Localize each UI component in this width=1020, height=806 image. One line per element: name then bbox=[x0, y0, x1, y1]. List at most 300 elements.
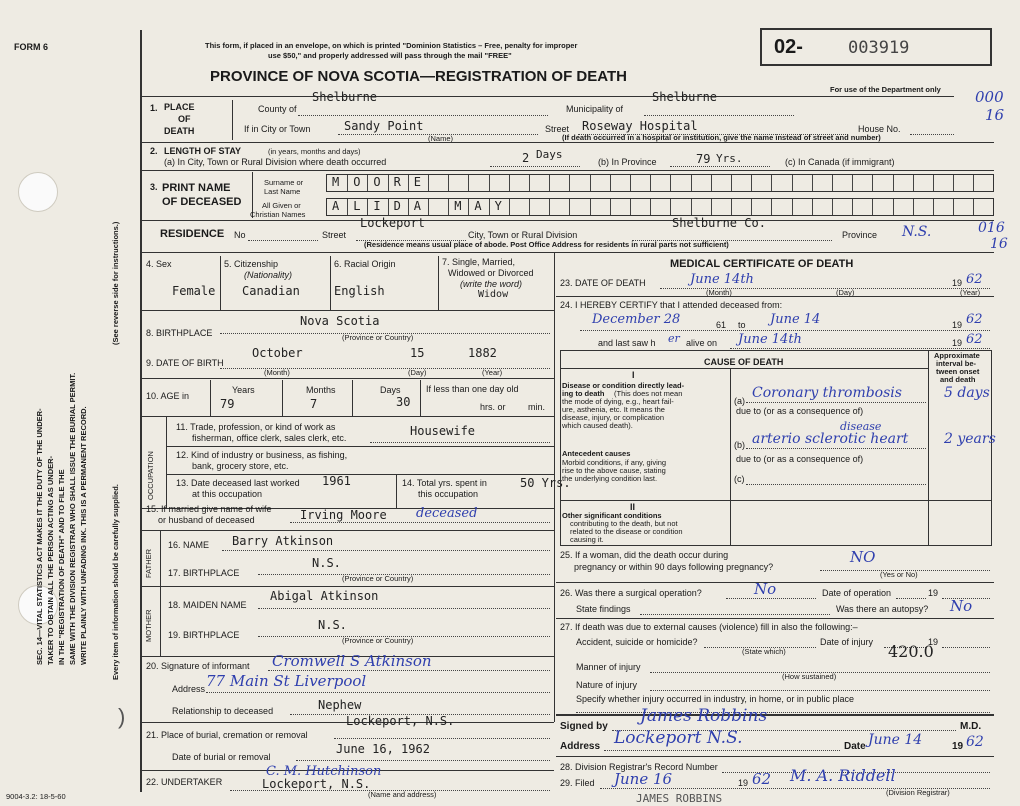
residence-county: Shelburne Co. bbox=[672, 216, 766, 230]
house-label: House No. bbox=[858, 124, 901, 134]
q29-label: 29. Filed bbox=[560, 778, 595, 788]
cause-b: arterio sclerotic heart bbox=[752, 431, 909, 447]
q13-label-2: at this occupation bbox=[192, 489, 263, 499]
mother-birthplace: N.S. bbox=[318, 618, 347, 632]
surname-cell bbox=[691, 175, 711, 191]
given-name-cell bbox=[569, 199, 589, 215]
q28-label: 28. Division Registrar's Record Number bbox=[560, 762, 718, 772]
residence-street-label: Street bbox=[322, 230, 347, 240]
given-name-cell bbox=[872, 199, 892, 215]
disease-label-4: the mode of dying, e.g., heart fail- bbox=[562, 397, 674, 406]
mother-birthplace-label: 19. BIRTHPLACE bbox=[168, 630, 240, 640]
surname-cell bbox=[489, 175, 509, 191]
dept-code-1: 000 bbox=[975, 88, 1004, 106]
residence-province-label: Province bbox=[842, 230, 878, 240]
given-name-letter: A bbox=[413, 199, 422, 213]
undertaker-place: Lockeport, N.S. bbox=[262, 777, 371, 791]
surname-cell bbox=[792, 175, 812, 191]
spouse-name: Irving Moore bbox=[300, 508, 387, 522]
surname-grid bbox=[326, 174, 994, 192]
date-of-death-label: 23. DATE OF DEATH bbox=[560, 278, 646, 288]
father-birthplace: N.S. bbox=[312, 556, 341, 570]
antecedent-label-4: the underlying condition last. bbox=[562, 474, 658, 483]
undertaker-label: 22. UNDERTAKER bbox=[146, 777, 223, 787]
given-name-letter: A bbox=[474, 199, 482, 213]
dept-code-3: 016 bbox=[978, 220, 1005, 236]
cause-c-label: (c) bbox=[734, 474, 745, 484]
attended-yr-prefix: 19 bbox=[952, 320, 963, 330]
other-label-4: causing it. bbox=[570, 535, 604, 544]
given-names-grid bbox=[326, 198, 994, 216]
q26-date-label: Date of operation bbox=[822, 588, 892, 598]
filed-date: June 16 bbox=[614, 770, 673, 788]
surname-cell bbox=[529, 175, 549, 191]
given-name-cell bbox=[691, 199, 711, 215]
residence-province: N.S. bbox=[902, 224, 932, 240]
dod-year-caption: (Year) bbox=[960, 288, 981, 297]
autopsy-answer: No bbox=[950, 597, 973, 615]
relationship-label: Relationship to deceased bbox=[172, 706, 274, 716]
given-name-letter: Y bbox=[494, 199, 502, 213]
father-name: Barry Atkinson bbox=[232, 534, 334, 548]
surname-cell bbox=[731, 175, 751, 191]
surname-cell bbox=[367, 175, 387, 191]
birthplace-value: Nova Scotia bbox=[300, 314, 380, 328]
roman-one: I bbox=[632, 370, 635, 380]
signed-by-label: Signed by bbox=[560, 721, 608, 732]
given-label-1: All Given or bbox=[262, 201, 301, 210]
due-to-a: due to (or as a consequence of) bbox=[736, 406, 864, 416]
given-name-letter: L bbox=[353, 199, 361, 213]
antecedent-label-1: Antecedent causes bbox=[562, 449, 631, 458]
surname-cell bbox=[771, 175, 791, 191]
date-of-death-value: June 14th bbox=[690, 272, 754, 287]
father-birthplace-label: 17. BIRTHPLACE bbox=[168, 568, 240, 578]
given-name-cell bbox=[893, 199, 913, 215]
given-name-cell bbox=[367, 199, 387, 215]
given-name-cell bbox=[953, 199, 973, 215]
findings-label: State findings bbox=[576, 604, 631, 614]
physician-address: Lockeport N.S. bbox=[614, 728, 743, 748]
cause-b-interval: 2 years bbox=[944, 431, 996, 447]
surname-letter: O bbox=[373, 175, 381, 189]
antecedent-label-2: Morbid conditions, if any, giving bbox=[562, 458, 667, 467]
attended-from-year: 61 bbox=[716, 320, 727, 330]
given-name-cell bbox=[751, 199, 771, 215]
manner-label: Manner of injury bbox=[576, 662, 641, 672]
roman-two: II bbox=[630, 502, 636, 512]
given-name-cell bbox=[529, 199, 549, 215]
surname-label-2: Last Name bbox=[264, 187, 301, 196]
age-label: 10. AGE in bbox=[146, 391, 190, 401]
given-name-letter: D bbox=[393, 199, 401, 213]
surname-cell bbox=[549, 175, 569, 191]
sex-value: Female bbox=[172, 284, 216, 298]
q12-label-2: bank, grocery store, etc. bbox=[192, 461, 289, 471]
injury-date-label: Date of injury bbox=[820, 637, 874, 647]
form-number: FORM 6 bbox=[14, 42, 49, 52]
age-days-label: Days bbox=[380, 385, 401, 395]
burial-date-label: Date of burial or removal bbox=[172, 752, 271, 762]
min-label: min. bbox=[528, 402, 546, 412]
age-years-label: Years bbox=[232, 385, 255, 395]
given-name-cell bbox=[812, 199, 832, 215]
nature-label: Nature of injury bbox=[576, 680, 638, 690]
dob-day-caption: (Day) bbox=[408, 368, 427, 377]
date-of-death-year: 62 bbox=[966, 272, 983, 287]
given-name-cell bbox=[549, 199, 569, 215]
certify-label: 24. I HEREBY CERTIFY that I attended deceased from: bbox=[560, 300, 783, 310]
attended-to-year: 62 bbox=[966, 312, 983, 327]
surname-letter: M bbox=[332, 175, 340, 189]
q25-answer: NO bbox=[850, 548, 876, 566]
dod-month-caption: (Month) bbox=[706, 288, 732, 297]
surname-cell bbox=[872, 175, 892, 191]
citizenship-value: Canadian bbox=[242, 284, 300, 298]
citizenship-label: 5. Citizenship bbox=[224, 259, 279, 269]
burial-place-label: 21. Place of burial, cremation or removal bbox=[146, 730, 308, 740]
surname-cell bbox=[388, 175, 408, 191]
q11-value: Housewife bbox=[410, 424, 476, 438]
state-which-caption: (State which) bbox=[742, 647, 786, 656]
disease-label-2: ing to death bbox=[562, 389, 605, 398]
side-text-7: Every item of information should be carefully supplied. bbox=[111, 484, 120, 680]
q26-answer: No bbox=[754, 580, 777, 598]
md-label: M.D. bbox=[960, 721, 982, 732]
q27-yr: 19 bbox=[928, 637, 939, 647]
stay-b-label: (b) In Province bbox=[598, 157, 657, 167]
surname-cell bbox=[832, 175, 852, 191]
father-name-label: 16. NAME bbox=[168, 540, 210, 550]
filed-yr-prefix: 19 bbox=[738, 778, 749, 788]
dob-day: 15 bbox=[410, 346, 425, 360]
signed-date-label: Date bbox=[844, 741, 866, 752]
age-years: 79 bbox=[220, 397, 235, 411]
street-label: Street bbox=[545, 124, 570, 134]
disease-label-6: disease, injury, or complication bbox=[562, 413, 664, 422]
spouse-note: deceased bbox=[416, 506, 478, 521]
hrs-label: hrs. or bbox=[480, 402, 506, 412]
cause-title: CAUSE OF DEATH bbox=[704, 357, 784, 367]
given-name-cell bbox=[590, 199, 610, 215]
racial-origin-value: English bbox=[334, 284, 385, 298]
racial-origin-label: 6. Racial Origin bbox=[334, 259, 396, 269]
marital-label-2: Widowed or Divorced bbox=[448, 268, 534, 278]
print-name-label: PRINT NAME bbox=[162, 182, 231, 194]
last-saw-year: 62 bbox=[966, 332, 983, 347]
father-caption: (Province or Country) bbox=[342, 574, 414, 583]
q27-code: 420.0 bbox=[888, 642, 934, 661]
surname-label-1: Surname or bbox=[264, 178, 304, 187]
marital-label-3: (write the word) bbox=[460, 279, 523, 289]
residence-no-label: No bbox=[234, 230, 246, 240]
spouse-label-1: 15. If married give name of wife bbox=[146, 504, 272, 514]
name-caption: (Name) bbox=[428, 134, 454, 143]
surname-cell bbox=[650, 175, 670, 191]
printed-physician-name: JAMES ROBBINS bbox=[636, 792, 723, 805]
undertaker-signature: C. M. Hutchinson bbox=[266, 764, 382, 779]
last-saw-word: er bbox=[668, 332, 680, 345]
date-of-death-yr-prefix: 19 bbox=[952, 278, 963, 288]
place-of-death-label: PLACE bbox=[164, 102, 195, 112]
given-name-cell bbox=[650, 199, 670, 215]
interval-label-1: Approximate bbox=[934, 351, 980, 360]
informant-address-label: Address bbox=[172, 684, 206, 694]
age-days: 30 bbox=[396, 395, 411, 409]
given-name-cell bbox=[933, 199, 953, 215]
surname-cell bbox=[347, 175, 367, 191]
dept-code-4: 16 bbox=[990, 236, 1008, 252]
attended-to: June 14 bbox=[770, 312, 821, 327]
dob-year: 1882 bbox=[468, 346, 497, 360]
signed-year: 62 bbox=[966, 734, 984, 750]
other-label-3: related to the disease or condition bbox=[570, 527, 683, 536]
surname-cell bbox=[751, 175, 771, 191]
last-saw-yr-prefix: 19 bbox=[952, 338, 963, 348]
footer-code: 9004-3.2: 18-5-60 bbox=[6, 792, 66, 801]
given-name-cell bbox=[610, 199, 630, 215]
given-name-cell bbox=[388, 199, 408, 215]
given-name-cell bbox=[448, 199, 468, 215]
top-notice-2: use $50," and properly addressed will pass through the mail "FREE" bbox=[268, 51, 512, 60]
side-text-3: IN THE "REGISTRATION OF DEATH" AND TO FILE THE bbox=[57, 469, 66, 665]
interval-label-4: and death bbox=[940, 375, 976, 384]
accident-label: Accident, suicide or homicide? bbox=[576, 637, 698, 647]
dept-code-2: 16 bbox=[985, 106, 1005, 124]
residence-city: Lockeport bbox=[360, 216, 426, 230]
stay-a-unit: Days bbox=[536, 148, 563, 161]
punch-hole-top bbox=[18, 172, 58, 212]
mother-caption: (Province or Country) bbox=[342, 636, 414, 645]
q11-label-1: 11. Trade, profession, or kind of work as bbox=[176, 422, 336, 432]
cause-a-interval: 5 days bbox=[944, 385, 990, 401]
given-name-cell bbox=[913, 199, 933, 215]
disease-label-5: ure, asthenia, etc. It means the bbox=[562, 405, 665, 414]
antecedent-label-3: rise to the above cause, stating bbox=[562, 466, 666, 475]
undertaker-caption: (Name and address) bbox=[368, 790, 437, 799]
given-name-cell bbox=[509, 199, 529, 215]
side-text-6: (See reverse side for instructions.) bbox=[111, 221, 120, 345]
q14-label-1: 14. Total yrs. spent in bbox=[402, 478, 487, 488]
burial-date: June 16, 1962 bbox=[336, 742, 430, 756]
informant-address: 77 Main St Liverpool bbox=[206, 672, 367, 690]
given-name-cell bbox=[327, 199, 347, 215]
dob-month-caption: (Month) bbox=[264, 368, 290, 377]
due-to-b: due to (or as a consequence of) bbox=[736, 454, 864, 464]
specify-label: Specify whether injury occurred in industry, in home, or in public place bbox=[576, 694, 854, 704]
surname-cell bbox=[590, 175, 610, 191]
citizenship-sub: (Nationality) bbox=[244, 270, 293, 280]
surname-cell bbox=[610, 175, 630, 191]
marital-value: Widow bbox=[478, 289, 509, 300]
less-than-day-label: If less than one day old bbox=[426, 384, 519, 394]
signed-year-prefix: 19 bbox=[952, 741, 964, 752]
q25-label-2: pregnancy or within 90 days following pregnancy? bbox=[574, 562, 774, 572]
interval-label-2: interval be- bbox=[936, 359, 977, 368]
of-deceased-label: OF DECEASED bbox=[162, 196, 242, 208]
interval-label-3: tween onset bbox=[936, 367, 980, 376]
side-text-5: WRITE PLAINLY WITH UNFADING INK. THIS IS A PERMANENT RECORD. bbox=[79, 406, 88, 665]
given-name-cell bbox=[489, 199, 509, 215]
surname-cell bbox=[448, 175, 468, 191]
city-value: Sandy Point bbox=[344, 119, 424, 133]
cause-b-note: disease bbox=[840, 420, 882, 433]
county-value: Shelburne bbox=[312, 90, 378, 104]
attended-to-word: to bbox=[738, 320, 746, 330]
q13-label-1: 13. Date deceased last worked bbox=[176, 478, 300, 488]
last-saw-date: June 14th bbox=[738, 332, 802, 347]
autopsy-label: Was there an autopsy? bbox=[836, 604, 929, 614]
surname-cell bbox=[913, 175, 933, 191]
how-sustained-caption: (How sustained) bbox=[782, 672, 837, 681]
age-months-label: Months bbox=[306, 385, 336, 395]
dept-use-label: For use of the Department only bbox=[830, 85, 941, 94]
mother-maiden: Abigal Atkinson bbox=[270, 589, 379, 603]
stay-b-value: 79 bbox=[696, 152, 711, 166]
registrar-signature: M. A. Riddell bbox=[790, 766, 896, 785]
dob-year-caption: (Year) bbox=[482, 368, 503, 377]
surname-cell bbox=[408, 175, 428, 191]
q12-label-1: 12. Kind of industry or business, as fishing, bbox=[176, 450, 348, 460]
given-name-cell bbox=[408, 199, 428, 215]
surname-cell bbox=[893, 175, 913, 191]
registrar-caption: (Division Registrar) bbox=[886, 788, 950, 797]
dod-day-caption: (Day) bbox=[836, 288, 855, 297]
municipality-value: Shelburne bbox=[652, 90, 718, 104]
stay-a-label: (a) In City, Town or Rural Division where death occurred bbox=[164, 157, 387, 167]
age-months: 7 bbox=[310, 397, 318, 411]
disease-label-3: (This does not mean bbox=[614, 389, 683, 398]
given-name-cell bbox=[973, 199, 993, 215]
q13-value: 1961 bbox=[322, 474, 351, 488]
surname-cell bbox=[468, 175, 488, 191]
stay-b-unit: Yrs. bbox=[716, 152, 743, 165]
q26-yr: 19 bbox=[928, 588, 939, 598]
cause-a: Coronary thrombosis bbox=[752, 385, 902, 401]
side-text-1: SEC. 14—VITAL STATISTICS ACT MAKES IT THE DUTY OF THE UNDER- bbox=[35, 408, 44, 665]
spouse-label-2: or husband of deceased bbox=[158, 515, 255, 525]
marital-label-1: 7. Single, Married, bbox=[442, 257, 516, 267]
length-of-stay-sub: (in years, months and days) bbox=[268, 147, 361, 156]
physician-signature: James Robbins bbox=[640, 706, 768, 726]
length-of-stay-label: LENGTH OF STAY bbox=[164, 146, 242, 156]
filed-year: 62 bbox=[752, 770, 772, 788]
stay-a-value: 2 bbox=[522, 151, 530, 165]
registration-prefix: 02- bbox=[774, 36, 803, 58]
cause-a-label: (a) bbox=[734, 396, 745, 406]
q25-label-1: 25. If a woman, did the death occur during bbox=[560, 550, 729, 560]
informant-signature: Cromwell S Atkinson bbox=[272, 652, 432, 670]
top-notice-1: This form, if placed in an envelope, on which is printed "Dominion Statistics – Free, penalty for improper bbox=[205, 41, 578, 50]
place-of-death-label-3: DEATH bbox=[164, 126, 195, 136]
surname-cell bbox=[812, 175, 832, 191]
city-label: If in City or Town bbox=[244, 124, 311, 134]
other-label-1: Other significant conditions bbox=[562, 511, 662, 520]
q26-label: 26. Was there a surgical operation? bbox=[560, 588, 702, 598]
mother-maiden-label: 18. MAIDEN NAME bbox=[168, 600, 247, 610]
bracket-mark: ) bbox=[118, 704, 126, 729]
alive-on-label: alive on bbox=[686, 338, 718, 348]
given-name-cell bbox=[630, 199, 650, 215]
attended-from: December 28 bbox=[592, 312, 681, 327]
given-name-cell bbox=[347, 199, 367, 215]
disease-label-1: Disease or condition directly lead- bbox=[562, 381, 685, 390]
given-name-cell bbox=[468, 199, 488, 215]
surname-cell bbox=[670, 175, 690, 191]
father-side-label: FATHER bbox=[144, 548, 153, 578]
given-name-cell bbox=[428, 199, 448, 215]
relationship-value: Nephew bbox=[318, 698, 362, 712]
given-name-cell bbox=[771, 199, 791, 215]
disease-label-7: which caused death). bbox=[562, 421, 633, 430]
dob-month: October bbox=[252, 346, 303, 360]
surname-cell bbox=[509, 175, 529, 191]
surname-cell bbox=[327, 175, 347, 191]
residence-label: RESIDENCE bbox=[160, 228, 225, 240]
surname-cell bbox=[953, 175, 973, 191]
municipality-label: Municipality of bbox=[566, 104, 624, 114]
birthplace-label: 8. BIRTHPLACE bbox=[146, 328, 213, 338]
side-text-2: TAKER TO OBTAIN ALL THE PERSON ACTING AS UNDER- bbox=[46, 455, 55, 665]
given-name-letter: I bbox=[373, 199, 381, 213]
surname-cell bbox=[711, 175, 731, 191]
birthplace-caption: (Province or Country) bbox=[342, 333, 414, 342]
sex-label: 4. Sex bbox=[146, 259, 172, 269]
q14-value: 50 Yrs. bbox=[520, 476, 571, 490]
occupation-side-label: OCCUPATION bbox=[146, 451, 155, 500]
informant-label: 20. Signature of informant bbox=[146, 661, 250, 671]
given-name-letter: A bbox=[332, 199, 340, 213]
place-of-death-label-2: OF bbox=[178, 114, 191, 124]
given-label-2: Christian Names bbox=[250, 210, 306, 219]
cause-b-label: (b) bbox=[734, 440, 745, 450]
residence-note: (Residence means usual place of abode. Post Office Address for residents in rural parts not sufficient) bbox=[364, 240, 729, 249]
signed-date: June 14 bbox=[868, 732, 923, 748]
residence-city-label: City, Town or Rural Division bbox=[468, 230, 578, 240]
surname-letter: R bbox=[393, 175, 401, 189]
last-saw-label: and last saw h bbox=[598, 338, 656, 348]
q14-label-2: this occupation bbox=[418, 489, 479, 499]
given-name-cell bbox=[852, 199, 872, 215]
other-label-2: contributing to the death, but not bbox=[570, 519, 678, 528]
surname-cell bbox=[973, 175, 993, 191]
given-name-cell bbox=[711, 199, 731, 215]
sec3-num: 3. bbox=[150, 182, 158, 192]
registration-number: 003919 bbox=[848, 38, 910, 58]
sec2-num: 2. bbox=[150, 146, 158, 156]
given-name-letter: M bbox=[454, 199, 462, 213]
given-name-cell bbox=[731, 199, 751, 215]
surname-letter: E bbox=[413, 175, 422, 189]
sec1-num: 1. bbox=[150, 103, 158, 113]
dob-label: 9. DATE OF BIRTH bbox=[146, 358, 224, 368]
q11-label-2: fisherman, office clerk, sales clerk, etc. bbox=[192, 433, 347, 443]
physician-address-label: Address bbox=[560, 741, 601, 752]
county-label: County of bbox=[258, 104, 297, 114]
surname-cell bbox=[933, 175, 953, 191]
surname-letter: O bbox=[353, 175, 361, 189]
medical-title: MEDICAL CERTIFICATE OF DEATH bbox=[670, 258, 854, 270]
given-name-cell bbox=[670, 199, 690, 215]
surname-cell bbox=[852, 175, 872, 191]
q27-label: 27. If death was due to external causes (violence) fill in also the following:– bbox=[560, 622, 858, 632]
side-text-4: SAME WITH THE DIVISION REGISTRAR WHO SHALL ISSUE THE BURIAL PERMIT. bbox=[68, 372, 77, 665]
mother-side-label: MOTHER bbox=[144, 609, 153, 642]
surname-cell bbox=[428, 175, 448, 191]
stay-c-label: (c) In Canada (if immigrant) bbox=[785, 157, 895, 167]
surname-cell bbox=[630, 175, 650, 191]
burial-place: Lockeport, N.S. bbox=[346, 714, 455, 728]
